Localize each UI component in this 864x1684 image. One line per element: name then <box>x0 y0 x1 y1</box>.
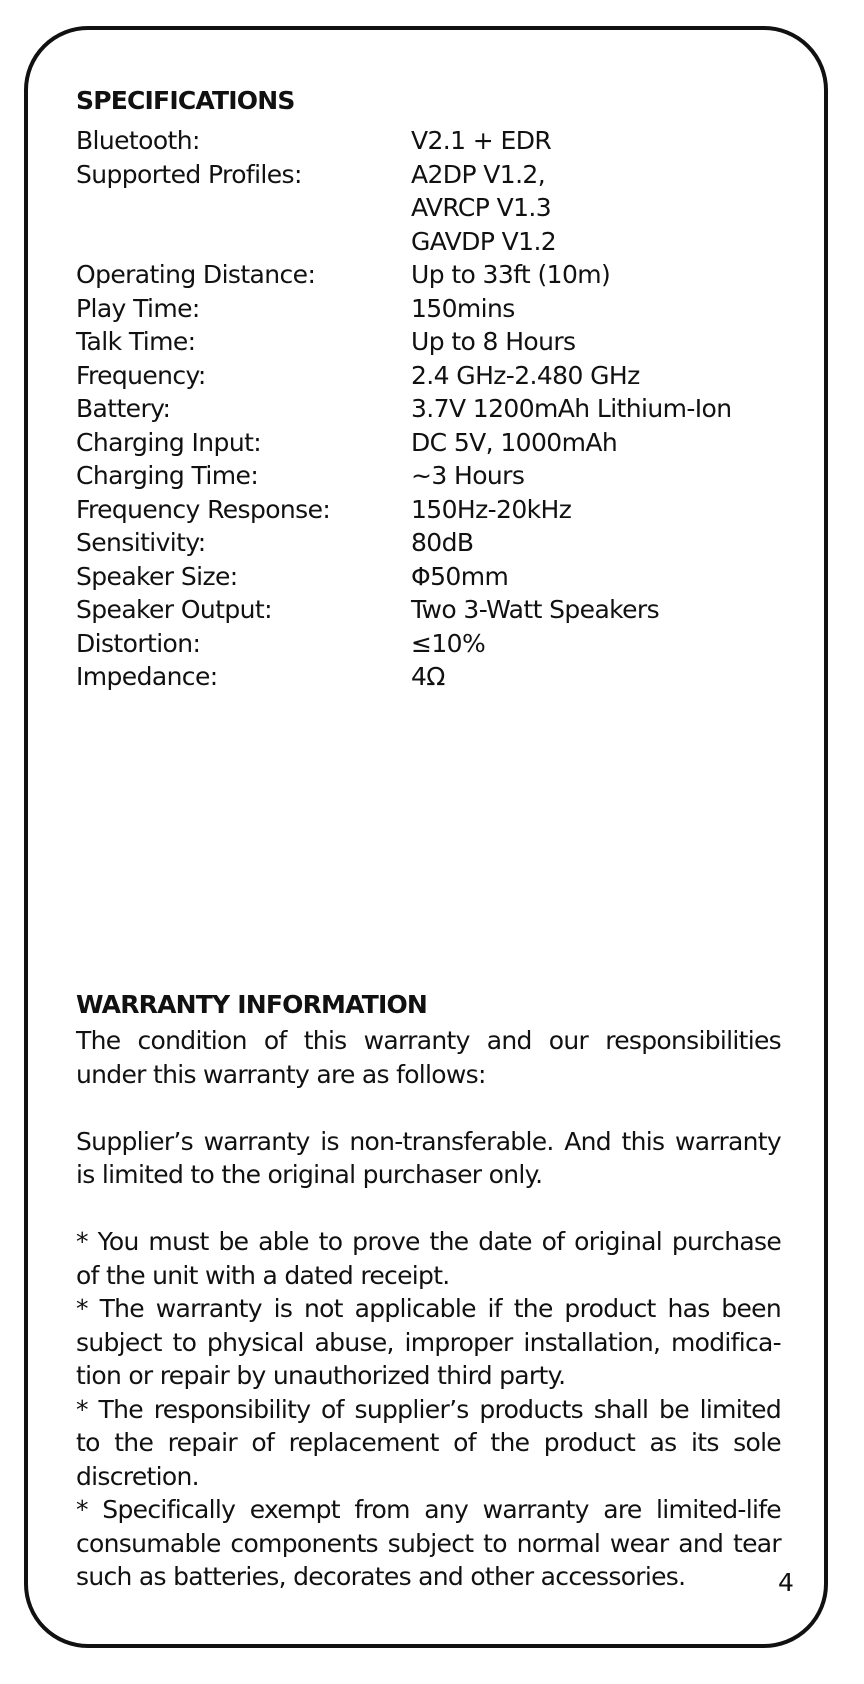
spec-value: Up to 8 Hours <box>411 327 576 356</box>
warranty-item: * Specifically exempt from any warranty are limited-life consumable components subject to normal wear and tear such as batteries, decorates and other accessories. <box>76 1495 781 1591</box>
warranty-body <box>76 1024 781 1594</box>
spec-label: Talk Time: <box>76 327 196 356</box>
spec-value: ~3 Hours <box>411 461 525 490</box>
spec-label: Speaker Output: <box>76 595 272 624</box>
spec-value: DC 5V, 1000mAh <box>411 427 618 457</box>
spec-value: V2.1 + EDR <box>411 126 552 155</box>
spec-row-speaker-output <box>76 593 776 627</box>
spec-row-play-time <box>76 292 776 326</box>
spec-value: 80dB <box>411 528 474 557</box>
specifications-title: SPECIFICATIONS <box>76 86 295 115</box>
spec-row-speaker-size <box>76 560 776 594</box>
spec-label: Charging Input: <box>76 427 262 457</box>
spec-label: Operating Distance: <box>76 260 316 289</box>
warranty-transfer-clause: Supplier’s warranty is non-transferable. And this warranty is limited to the original purchaser only. <box>76 1126 781 1189</box>
spec-value: AVRCP V1.3 <box>411 193 552 222</box>
warranty-title: WARRANTY INFORMATION <box>76 990 428 1019</box>
spec-value: Two 3-Watt Speakers <box>411 595 660 624</box>
spec-row-charging-input <box>76 426 776 460</box>
spec-value: GAVDP V1.2 <box>411 226 557 256</box>
spec-label: Charging Time: <box>76 461 259 490</box>
spec-label: Bluetooth: <box>76 126 200 155</box>
spec-label: Play Time: <box>76 293 200 323</box>
spec-value: 150mins <box>411 293 515 323</box>
warranty-item: * The responsibility of supplier’s products shall be limited to the repair of replacement of the product as its sole discretion. <box>76 1394 781 1491</box>
page-number: 4 <box>778 1568 794 1597</box>
spec-row-bluetooth <box>76 124 776 158</box>
spec-row-supported-profiles <box>76 158 776 259</box>
spec-value: A2DP V1.2, <box>411 159 546 189</box>
specifications-table <box>76 124 776 694</box>
spec-row-charging-time <box>76 459 776 493</box>
spec-row-distortion <box>76 627 776 661</box>
spec-row-frequency <box>76 359 776 393</box>
spec-label: Distortion: <box>76 628 201 658</box>
spec-value: Up to 33ft (10m) <box>411 260 611 289</box>
warranty-item: * You must be able to prove the date of original purchase of the unit with a dated receipt. <box>76 1227 781 1290</box>
spec-row-battery <box>76 392 776 426</box>
spec-label: Speaker Size: <box>76 561 238 591</box>
spec-row-operating-distance <box>76 258 776 292</box>
spec-label: Sensitivity: <box>76 528 206 557</box>
spec-row-impedance <box>76 660 776 694</box>
warranty-intro: The condition of this warranty and our responsibilities under this warranty are as follows: <box>76 1026 781 1089</box>
spec-value: 4Ω <box>411 662 445 691</box>
spec-row-talk-time <box>76 325 776 359</box>
spec-label: Frequency: <box>76 360 206 390</box>
spec-row-sensitivity <box>76 526 776 560</box>
spec-value: 2.4 GHz-2.480 GHz <box>411 360 640 390</box>
spec-label: Supported Profiles: <box>76 159 302 189</box>
spec-value: 150Hz-20kHz <box>411 494 572 524</box>
spec-value: Φ50mm <box>411 561 509 591</box>
warranty-item: * The warranty is not applicable if the product has been subject to physical abuse, improper installation, modifica-tion or repair by unauthorized third party. <box>76 1294 781 1390</box>
spec-label: Battery: <box>76 394 171 423</box>
spec-label: Impedance: <box>76 662 218 691</box>
spec-row-frequency-response <box>76 493 776 527</box>
spec-value: ≤10% <box>411 628 486 658</box>
spec-label: Frequency Response: <box>76 494 331 524</box>
spec-value: 3.7V 1200mAh Lithium-Ion <box>411 394 732 423</box>
